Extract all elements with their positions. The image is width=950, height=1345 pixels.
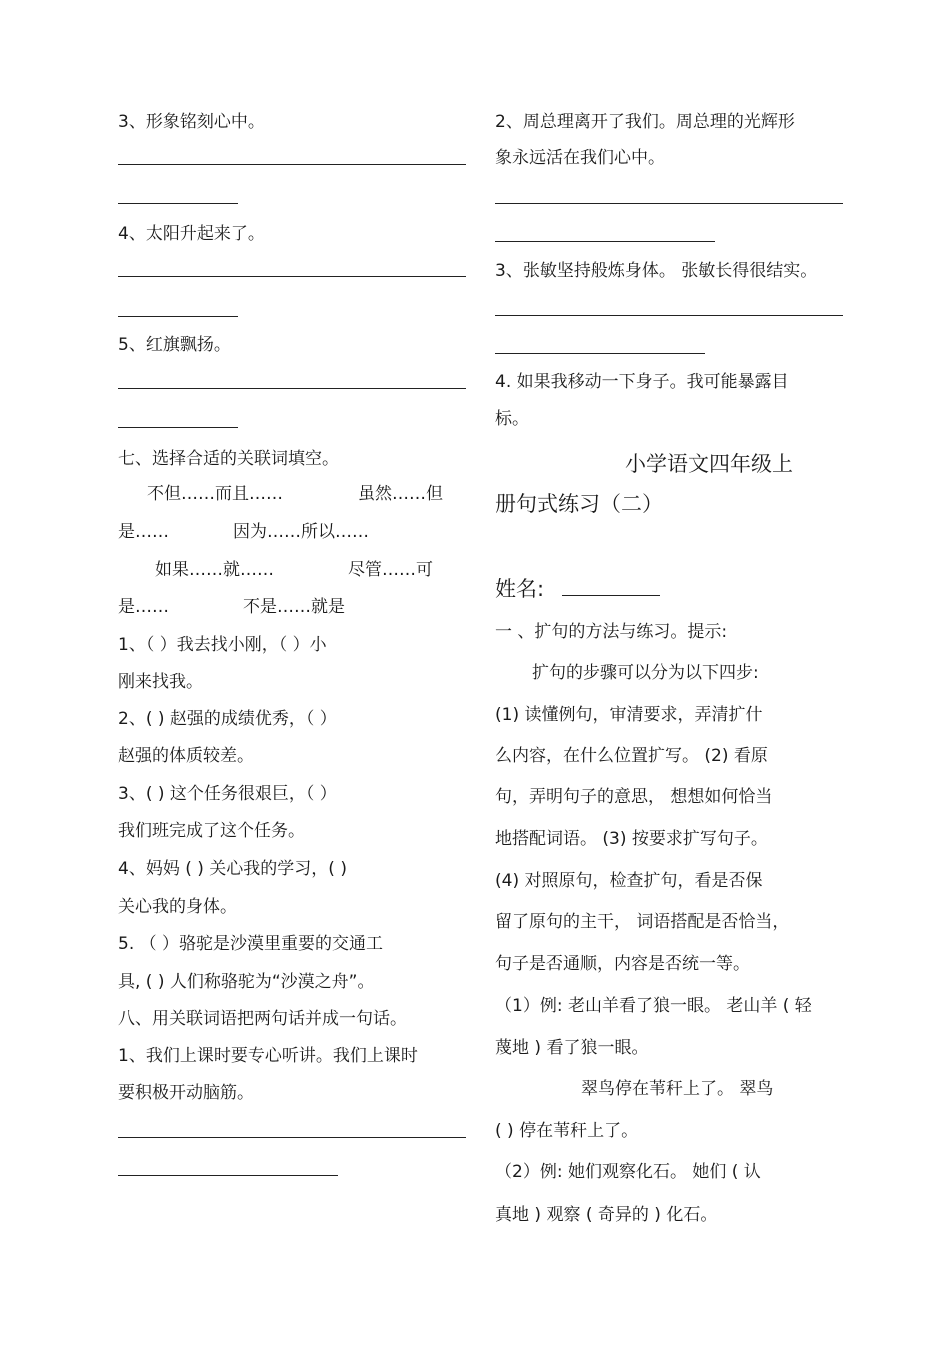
- answer-line[interactable]: [495, 203, 843, 204]
- steps-text: 么内容，在什么位置扩写。 (2) 看原: [495, 746, 768, 766]
- conjunction-option: 如果……就……: [155, 560, 274, 580]
- answer-line-short[interactable]: [495, 241, 715, 242]
- conjunction-option: 是……: [118, 597, 169, 617]
- fill-question-1: 1、（ ）我去找小刚，（ ）小: [118, 635, 327, 655]
- combine-question-1-cont: 要积极开动脑筋。: [118, 1083, 254, 1103]
- example-1: （1）例: 老山羊看了狼一眼。 老山羊 ( 轻: [495, 996, 812, 1016]
- answer-line[interactable]: [495, 315, 843, 316]
- answer-line-short[interactable]: [118, 316, 238, 317]
- practice-sentence: 翠鸟停在苇秆上了。 翠鸟: [581, 1079, 774, 1099]
- practice-blank: ( ) 停在苇秆上了。: [495, 1121, 639, 1141]
- steps-text: (1) 读懂例句，审清要求，弄清扩什: [495, 705, 763, 725]
- conjunction-option: 是……: [118, 522, 169, 542]
- conjunction-option: 因为……所以……: [233, 522, 369, 542]
- answer-line[interactable]: [118, 164, 466, 165]
- example-2-cont: 真地 ) 观察 ( 奇异的 ) 化石。: [495, 1205, 718, 1225]
- steps-text: 句，弄明句子的意思， 想想如何恰当: [495, 787, 773, 807]
- steps-text: 句子是否通顺，内容是否统一等。: [495, 954, 750, 974]
- exercise-item-4: 4、太阳升起来了。: [118, 224, 265, 244]
- example-2: （2）例: 她们观察化石。 她们 ( 认: [495, 1162, 761, 1182]
- fill-question-3-cont: 我们班完成了这个任务。: [118, 821, 305, 841]
- answer-line[interactable]: [118, 388, 466, 389]
- fill-question-2: 2、( ) 赵强的成绩优秀，（ ）: [118, 709, 337, 729]
- steps-text: 地搭配词语。 (3) 按要求扩写句子。: [495, 829, 768, 849]
- name-label: 姓名:: [495, 576, 660, 602]
- worksheet-title-cont: 册句式练习（二）: [495, 492, 663, 516]
- conjunction-option: 不但……而且……: [147, 484, 283, 504]
- fill-question-4-cont: 关心我的身体。: [118, 897, 237, 917]
- section-7-title: 七、选择合适的关联词填空。: [118, 449, 339, 469]
- fill-question-1-cont: 刚来找我。: [118, 672, 203, 692]
- answer-line-short[interactable]: [118, 203, 238, 204]
- worksheet-title: 小学语文四年级上: [625, 452, 793, 476]
- combine-question-2: 2、周总理离开了我们。周总理的光辉形: [495, 112, 795, 132]
- steps-text: (4) 对照原句，检查扩句，看是否保: [495, 871, 763, 891]
- exercise-item-3: 3、形象铭刻心中。: [118, 112, 265, 132]
- steps-text: 留了原句的主干， 词语搭配是否恰当，: [495, 912, 790, 932]
- combine-question-4: 4. 如果我移动一下身子。我可能暴露目: [495, 372, 789, 392]
- answer-line[interactable]: [118, 1137, 466, 1138]
- example-1-cont: 蔑地 ) 看了狼一眼。: [495, 1038, 649, 1058]
- name-field[interactable]: [562, 577, 660, 596]
- conjunction-option: 虽然……但: [358, 484, 443, 504]
- combine-question-4-cont: 标。: [495, 409, 529, 429]
- conjunction-option: 不是……就是: [243, 597, 345, 617]
- fill-question-2-cont: 赵强的体质较差。: [118, 746, 254, 766]
- exercise-item-5: 5、红旗飘扬。: [118, 335, 231, 355]
- combine-question-1: 1、我们上课时要专心听讲。我们上课时: [118, 1046, 418, 1066]
- section-8-title: 八、用关联词语把两句话并成一句话。: [118, 1009, 407, 1029]
- answer-line-short[interactable]: [118, 1175, 338, 1176]
- fill-question-5-cont: 具, ( ) 人们称骆驼为“沙漠之舟”。: [118, 972, 375, 992]
- fill-question-4: 4、妈妈 ( ) 关心我的学习，( ): [118, 859, 347, 879]
- combine-question-2-cont: 象永远活在我们心中。: [495, 148, 665, 168]
- answer-line-short[interactable]: [118, 427, 238, 428]
- fill-question-3: 3、( ) 这个任务很艰巨，（ ）: [118, 784, 337, 804]
- steps-intro: 扩句的步骤可以分为以下四步:: [532, 663, 759, 683]
- section-1-title: 一 、扩句的方法与练习。提示:: [495, 622, 728, 642]
- combine-question-3: 3、张敏坚持般炼身体。 张敏长得很结实。: [495, 261, 818, 281]
- conjunction-option: 尽管……可: [348, 560, 433, 580]
- answer-line-short[interactable]: [495, 353, 705, 354]
- fill-question-5: 5. （ ）骆驼是沙漠里重要的交通工: [118, 934, 384, 954]
- answer-line[interactable]: [118, 276, 466, 277]
